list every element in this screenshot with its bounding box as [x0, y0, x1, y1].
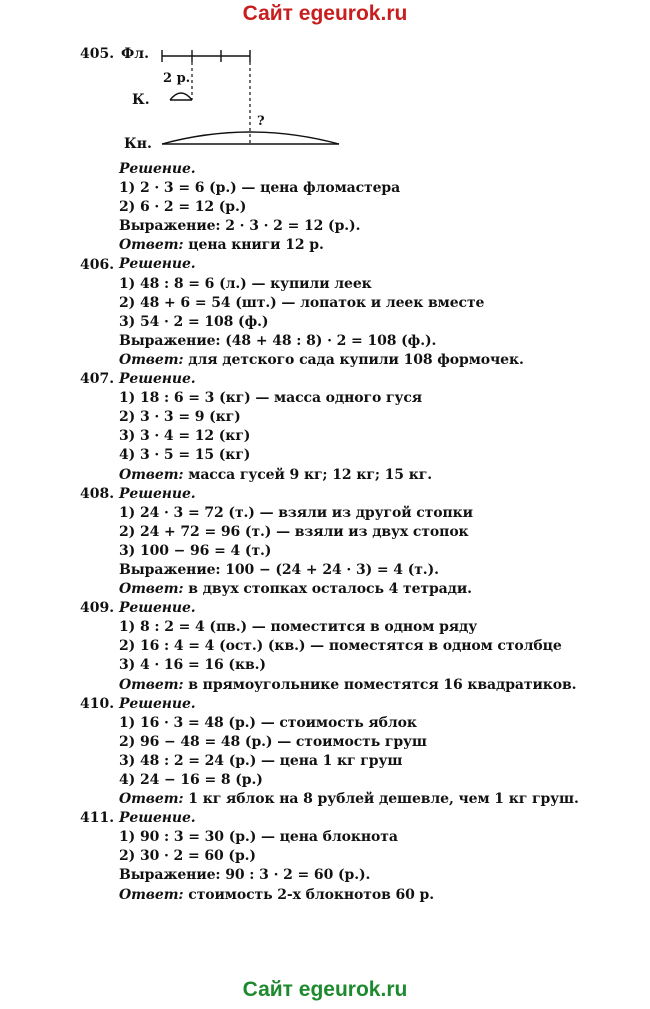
answer-line [119, 236, 639, 255]
line-text: цена книги 12 р. [183, 237, 324, 254]
line-text: для детского сада купили 108 формочек. [183, 351, 524, 368]
solution-line [119, 656, 639, 675]
solution-line [119, 847, 639, 866]
answer-line [119, 886, 639, 905]
solution-label: Решение. [119, 810, 196, 827]
solution-label: Решение. [119, 256, 196, 273]
line-text: Выражение: 2 · 3 · 2 = 12 (р.). [119, 218, 361, 235]
line-text: 3) 100 − 96 = 4 (т.) [119, 542, 272, 559]
solution-heading [119, 255, 639, 274]
line-text: 1) 48 : 8 = 6 (л.) — купили леек [119, 275, 372, 292]
line-text: 3) 48 : 2 = 24 (р.) — цена 1 кг груш [119, 752, 403, 769]
solution-label: Решение. [119, 600, 196, 617]
line-text: 2) 3 · 3 = 9 (кг) [119, 409, 241, 426]
line-text: 1) 24 · 3 = 72 (т.) — взяли из другой стопки [119, 504, 473, 521]
answer-label: Ответ: [119, 676, 184, 693]
price-label: 2 р. [163, 71, 191, 86]
line-text: 1 кг яблок на 8 рублей дешевле, чем 1 кг груш. [183, 791, 579, 808]
site-footer[interactable]: Сайт egeurok.ru [242, 978, 408, 1001]
line-text: 1) 16 · 3 = 48 (р.) — стоимость яблок [119, 714, 417, 731]
segment-diagram [0, 0, 650, 160]
line-text: 3) 54 · 2 = 108 (ф.) [119, 313, 269, 330]
solution-line [119, 752, 639, 771]
solution-heading [119, 485, 639, 504]
solution-heading [119, 160, 639, 179]
line-text: Выражение: 100 − (24 + 24 · 3) = 4 (т.). [119, 561, 439, 578]
line-text: масса гусей 9 кг; 12 кг; 15 кг. [183, 466, 432, 483]
answer-line [119, 580, 639, 599]
solution-line [119, 637, 639, 656]
label-kn: Кн. [124, 136, 152, 152]
solution-heading [119, 599, 639, 618]
solution-line [119, 179, 639, 198]
solution-label: Решение. [119, 485, 196, 502]
solution-lines [119, 160, 639, 905]
solution-line [119, 408, 639, 427]
answer-label: Ответ: [119, 351, 184, 368]
line-text: 2) 6 · 2 = 12 (р.) [119, 199, 247, 216]
solution-line [119, 733, 639, 752]
answer-label: Ответ: [119, 466, 184, 483]
task-number: 406. [80, 256, 115, 273]
solution-line [119, 313, 639, 332]
solution-line [119, 332, 639, 351]
question-mark: ? [257, 114, 265, 129]
answer-label: Ответ: [119, 237, 184, 254]
solution-line [119, 561, 639, 580]
line-text: в прямоугольнике поместятся 16 квадратиков. [183, 676, 577, 693]
line-text: 4) 3 · 5 = 15 (кг) [119, 447, 251, 464]
label-k: К. [132, 92, 150, 108]
solution-line [119, 504, 639, 523]
solution-line [119, 771, 639, 790]
line-text: 1) 2 · 3 = 6 (р.) — цена фломастера [119, 180, 401, 197]
line-text: 2) 96 − 48 = 48 (р.) — стоимость груш [119, 733, 427, 750]
line-text: 3) 3 · 4 = 12 (кг) [119, 428, 251, 445]
label-fl: Фл. [121, 46, 150, 62]
answer-label: Ответ: [119, 581, 184, 598]
solution-line [119, 523, 639, 542]
answer-line [119, 790, 639, 809]
answer-label: Ответ: [119, 791, 184, 808]
task-number-405: 405. [80, 46, 115, 62]
solution-heading [119, 370, 639, 389]
solution-line [119, 198, 639, 217]
answer-label: Ответ: [119, 886, 184, 903]
solution-line [119, 427, 639, 446]
solution-label: Решение. [119, 161, 196, 177]
line-text: Выражение: (48 + 48 : 8) · 2 = 108 (ф.). [119, 332, 437, 349]
site-header[interactable]: Сайт egeurok.ru [242, 2, 408, 25]
line-text: стоимость 2-х блокнотов 60 р. [183, 886, 435, 903]
line-text: 2) 16 : 4 = 4 (ост.) (кв.) — поместятся в одном столбце [119, 638, 562, 655]
answer-line [119, 676, 639, 695]
k-arc [170, 93, 192, 100]
line-text: 2) 48 + 6 = 54 (шт.) — лопаток и леек вместе [119, 294, 485, 311]
solution-line [119, 714, 639, 733]
solution-label: Решение. [119, 371, 196, 388]
solution-heading [119, 809, 639, 828]
solution-heading [119, 695, 639, 714]
solution-line [119, 446, 639, 465]
solution-line [119, 389, 639, 408]
solution-line [119, 866, 639, 885]
line-text: 4) 24 − 16 = 8 (р.) [119, 772, 263, 788]
solution-line [119, 542, 639, 561]
task-number: 409. [80, 600, 115, 617]
line-text: в двух стопках осталось 4 тетради. [183, 581, 472, 598]
solution-line [119, 828, 639, 847]
task-number: 411. [80, 810, 115, 827]
line-text: 1) 8 : 2 = 4 (пв.) — поместится в одном ряду [119, 619, 478, 636]
answer-line [119, 466, 639, 485]
solution-line [119, 275, 639, 294]
line-text: 2) 30 · 2 = 60 (р.) [119, 848, 256, 865]
task-number: 407. [80, 371, 115, 388]
line-text: 3) 4 · 16 = 16 (кв.) [119, 657, 266, 674]
task-number: 408. [80, 485, 115, 502]
line-text: 1) 18 : 6 = 3 (кг) — масса одного гуся [119, 390, 423, 407]
solution-label: Решение. [119, 695, 196, 712]
solution-line [119, 294, 639, 313]
solution-line [119, 217, 639, 236]
line-text: 1) 90 : 3 = 30 (р.) — цена блокнота [119, 829, 398, 846]
line-text: Выражение: 90 : 3 · 2 = 60 (р.). [119, 867, 371, 884]
line-text: 2) 24 + 72 = 96 (т.) — взяли из двух стопок [119, 523, 469, 540]
solution-line [119, 618, 639, 637]
answer-line [119, 351, 639, 370]
task-number: 410. [80, 695, 115, 712]
diagram-lines [0, 0, 650, 160]
